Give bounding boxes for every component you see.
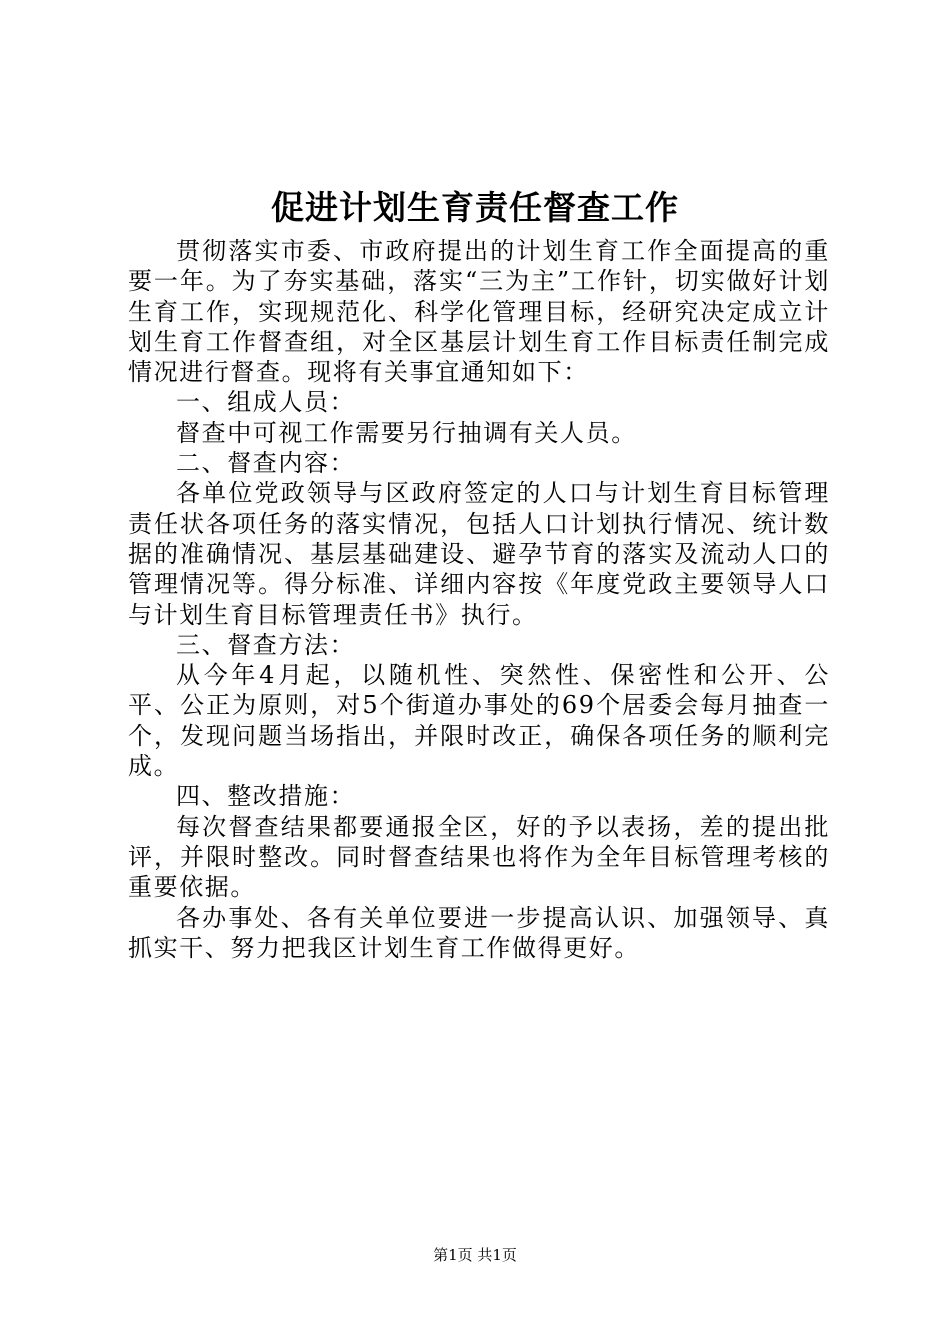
heading-content: 二、督查内容： xyxy=(176,449,356,478)
paragraph-measures: 每次督查结果都要通报全区，好的予以表扬，差的提出批评，并限时整改。同时督查结果也将作为全年目标管理考核的重要依据。 xyxy=(128,812,830,902)
heading-method: 三、督查方法： xyxy=(176,630,356,659)
paragraph-closing: 各办事处、各有关单位要进一步提高认识、加强领导、真抓实干、努力把我区计划生育工作做得更好。 xyxy=(128,903,830,962)
heading-members: 一、组成人员： xyxy=(176,388,356,417)
paragraph-method: 从今年4月起，以随机性、突然性、保密性和公开、公平、公正为原则，对5个街道办事处的69个居委会每月抽查一个，发现问题当场指出，并限时改正，确保各项任务的顺利完成。 xyxy=(128,661,830,781)
paragraph-intro: 贯彻落实市委、市政府提出的计划生育工作全面提高的重要一年。为了夯实基础，落实“三为主”工作针，切实做好计划生育工作，实现规范化、科学化管理目标，经研究决定成立计划生育工作督查组，对全区基层计划生育工作目标责任制完成情况进行督查。现将有关事宜通知如下： xyxy=(128,237,830,387)
document-body xyxy=(128,236,830,963)
document-title: 促进计划生育责任督查工作 xyxy=(271,188,679,227)
paragraph-content: 各单位党政领导与区政府签定的人口与计划生育目标管理责任状各项任务的落实情况，包括人口计划执行情况、统计数据的准确情况、基层基础建设、避孕节育的落实及流动人口的管理情况等。得分标准、详细内容按《年度党政主要领导人口与计划生育目标管理责任书》执行。 xyxy=(128,479,830,629)
heading-measures: 四、整改措施： xyxy=(176,782,356,811)
paragraph-members: 督查中可视工作需要另行抽调有关人员。 xyxy=(176,418,637,447)
page-footer: 第1页 共1页 xyxy=(433,1246,517,1264)
